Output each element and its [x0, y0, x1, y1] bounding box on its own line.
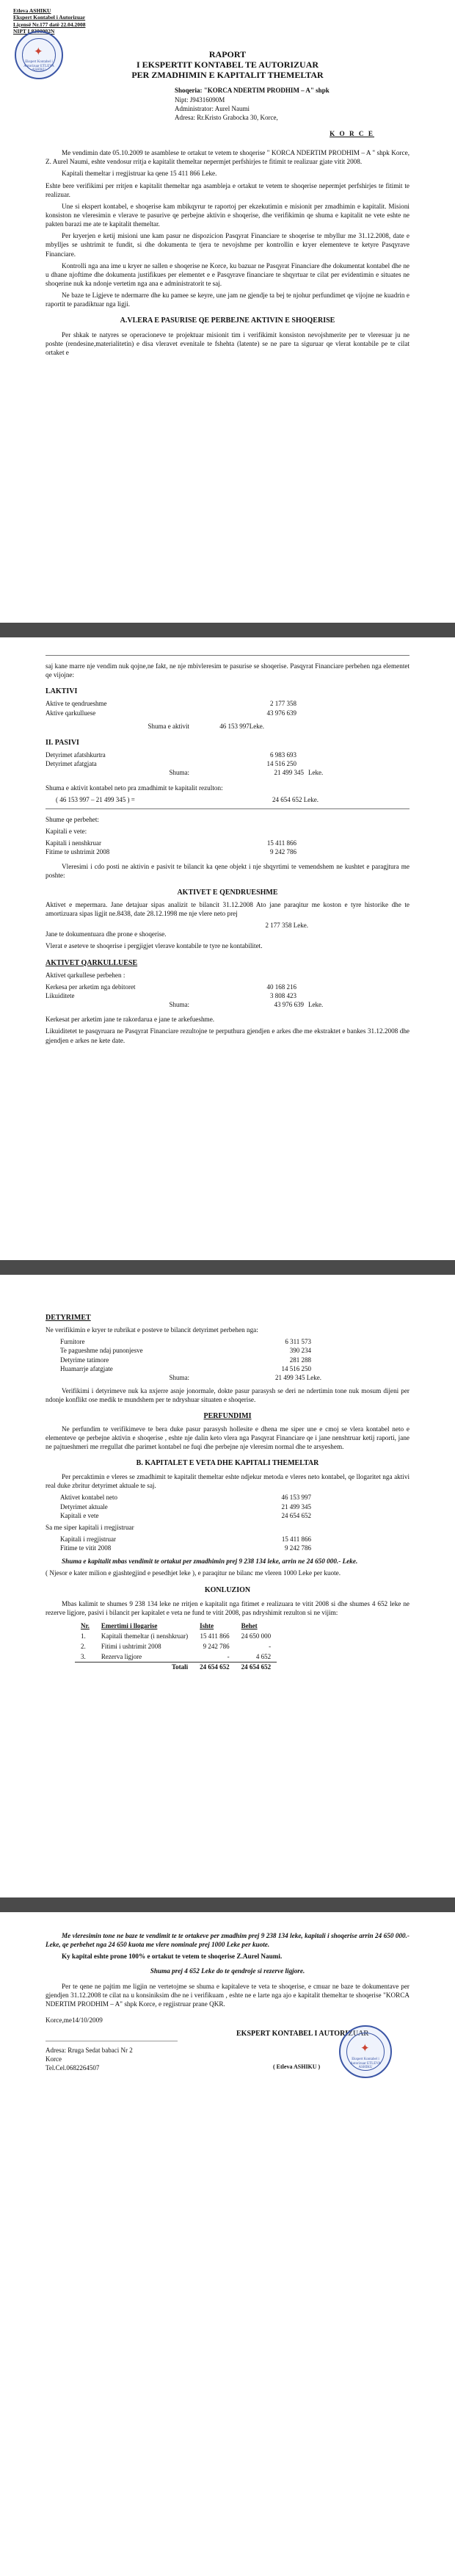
neto-row — [46, 795, 410, 804]
page-4 — [0, 1912, 455, 2576]
company-nipt: Nipt: J94316090M — [175, 95, 225, 104]
paragraph: Per kryerjen e ketij misioni une kam pasur ne dispozicion Pasqyrat Financiare te shoqerise te mbyllur me 31.12.2008, date e mbylljes se ushtrimit te fundit, si dhe dokumenta te tjera te nevojshme per kontrollin e kryer elementeve te ketyre Pasqyrave Financiare. — [46, 232, 410, 258]
signature-title: EKSPERT KONTABEL I AUTORIZUAR — [236, 2030, 369, 2038]
row-value: 21 499 345 — [281, 1502, 311, 1510]
row-label: Fitime te ushtrimit 2008 — [46, 848, 110, 856]
table-row — [75, 1642, 277, 1652]
b-sum-row — [46, 1544, 410, 1552]
row-value: 6 983 693 — [270, 751, 296, 759]
section-heading: DETYRIMET — [46, 1314, 91, 1322]
official-stamp — [15, 31, 63, 79]
row-value: 46 153 997 — [281, 1494, 311, 1502]
table-cell: Rezerva ligjore — [101, 1652, 142, 1660]
capital-row — [46, 839, 410, 847]
b-row — [46, 1511, 410, 1520]
table-header: Nr. — [81, 1621, 90, 1629]
eagle-emblem-icon: ✦ — [34, 46, 43, 58]
stamp-text: Ekspert Kontabel i Autorizuar ETLEVA ASHIKU — [23, 60, 54, 72]
section-heading: AKTIVET QARKULLUESE — [46, 958, 138, 967]
row-label: Kapitali i nenshkruar — [46, 839, 101, 847]
paragraph: Kerkesat per arketim jane te rakordarua e jane te arkefueshme. — [46, 1016, 215, 1024]
aktivi-row — [46, 699, 410, 708]
paragraph: Shuma e kapitalit mbas vendimit te ortakut per zmadhimin prej 9 238 134 leke, arrin ne 24 650 000.- Leke. — [62, 1557, 358, 1566]
table-cell: 9 242 786 — [203, 1642, 230, 1650]
paragraph: Une si ekspert kontabel, e shoqerise kam mbikqyrur te raportoj per ekzekutimin e misionit per zmadhimin e kapitalit. Misioni konsiston ne vleresimin e vlerave te pasurive qe perbejne aktivin e shoqerise, dhe verifikimin qe shuma e kapitalit ne vete eshte ne pakten barazi me ate te kapitalit themeltar. — [46, 202, 410, 228]
page-3 — [0, 1275, 455, 1897]
page-2 — [0, 637, 455, 1260]
row-label: Te pagueshme ndaj punonjesve — [60, 1347, 143, 1355]
paragraph: Kontrolli nga ana ime u kryer ne sallen e shoqerise ne Korce, ku bazuar ne Pasqyrat Financiare dhe dokumentat kontabel dhe ne u dhane njoftime dhe dokumenta justifikues per elementet e e Pasqyrave financiare te shqyrtuar te cilat per evidentimin e situates ne shoqerine nuk ka ndonje vertetim nga ana e administratorit te saj. — [46, 261, 410, 287]
paragraph: Vlerat e aseteve te shoqerise i pergjigjet vlerave kontabile te tyre ne kontabilitet. — [46, 942, 263, 950]
table-cell: 3. — [81, 1652, 86, 1660]
table-header: Ishte — [200, 1621, 214, 1629]
row-value: 14 516 250 — [281, 1364, 311, 1372]
paragraph: Likuiditetet te pasqyruara ne Pasqyrat Financiare rezultojne te perputhura gjendjen e arkes dhe me ekstraktet e bankes 31.12.2008 dhe gjendjen e arkes ne kete date. — [46, 1027, 410, 1044]
paragraph: Me vendimin date 05.10.2009 te asamblese te ortakut te vetem te shoqerise " KORCA NDERTIM PRODHIM – A " shpk Korce, Z. Aurel Naumi, eshte vendosur rritja e kapitalit themeltar nepermjet perfshirjes te fitimit te realizuar gjate vitit 2008. — [46, 149, 410, 166]
row-value: 390 234 — [289, 1347, 311, 1355]
row-value: 2 177 358 Leke. — [265, 922, 308, 930]
contact-address — [46, 2041, 178, 2072]
capital-row — [46, 847, 410, 856]
row-value: 14 516 250 — [266, 760, 296, 768]
paragraph: Shuma e aktivit kontabel neto pra zmadhimit te kapitalit rezulton: — [46, 784, 223, 792]
s3-row — [46, 983, 410, 991]
aktivi-row — [46, 709, 410, 717]
row-value: 2 177 358 — [270, 700, 296, 708]
section-heading: A.VLERA E PASURISE QE PERBEJNE AKTIVIN E SHOQERISE — [120, 316, 335, 325]
pasivi-sum-row — [46, 768, 410, 777]
report-title: RAPORT — [208, 49, 247, 59]
row-value: 281 288 — [289, 1356, 311, 1364]
row-label: Likuiditete — [46, 991, 75, 999]
row-value: 3 808 423 — [270, 991, 296, 999]
paragraph: Mbas kalimit te shumes 9 238 134 leke ne rritjen e kapitalit nga fitimet e realizuara te vitit 2008 si dhe shumes 4 652 leke ne rezerve ligjore, pasivi i bilancit per kapitalet e veta ne fund te vitit 2008, pas ndryshimit rezulton si ne vijim: — [46, 1599, 410, 1616]
table-cell: 24 650 000 — [241, 1632, 272, 1640]
paragraph: Kapitali e vete: — [46, 827, 87, 835]
city-heading: K O R C E — [330, 129, 374, 137]
paragraph: Per te qene ne pajtim me ligjin ne vertetojme se shuma e kapitaleve te veta te shoqerise, e cmuar ne baze te dokumentave per gjendjen 31.12.2008 te cilat na u konsiniksim dhe ne i verifikuam , eshte ne e larte nga ajo e kapitalit themeltar te shoqerise "KORCA NDERTIM PRODHIM – A" shpk Korce, e regjistruar prane QKR. — [46, 1982, 410, 2008]
expert-license: Liçensë Nr.177 datë 22.04.2008 — [13, 21, 86, 28]
pasivi-row — [46, 750, 410, 759]
row-value: 24 654 652 — [281, 1511, 311, 1519]
neto-formula: ( 46 153 997 – 21 499 345 ) = — [56, 795, 135, 803]
company-info — [46, 86, 410, 122]
table-header: Behet — [241, 1621, 258, 1629]
capital-table — [75, 1621, 277, 1673]
b-row — [46, 1493, 410, 1502]
table-row — [75, 1632, 277, 1642]
s2-value-row — [46, 921, 410, 930]
address-line: Adresa: Rruga Sedat babaci Nr 2 — [46, 2047, 133, 2055]
page-1 — [0, 0, 455, 623]
row-label: Aktive te qendrueshme — [46, 700, 107, 708]
row-label: Aktivet kontabel neto — [60, 1494, 117, 1502]
paragraph: Sa me siper kapitali i rregjistruar — [46, 1523, 134, 1531]
paragraph: Ne perfundim te verifikimeve te bera duke pasur parasysh hollesite e dhena me siper une e cmoj se vlera kontabel neto e elementeve qe perbejne aktivin e shoqerise , eshte nje dalin keto vlera nga Pasqyrat Financiare qe i jane nenshtruar ketij raporti, jane ne pajtueshmeri me rregullat dhe parimet kontabel ne fuqi dhe perbejne nje vleresim normal dhe te arsyeshem. — [46, 1425, 410, 1450]
det-row — [46, 1337, 410, 1346]
table-cell: Kapitali themeltar (i nenshkruar) — [101, 1632, 189, 1640]
address-city: Korce — [46, 2055, 62, 2063]
expert-header — [13, 7, 85, 35]
table-total-row — [75, 1663, 277, 1673]
report-subtitle-2: PER ZMADHIMIN E KAPITALIT THEMELTAR — [131, 69, 324, 80]
paragraph: Aktivet e mepermara. Jane detajuar sipas analizit te bilancit 31.12.2008 Ato jane paraqitur me koston e tyre historike dhe te amortizuara sipas ligjit ne.8438, date 28.12.1998 me nje vlere neto prej — [46, 900, 410, 917]
pasivi-heading: II. PASIVI — [46, 738, 79, 747]
paragraph: saj kane marre nje vendim nuk qojne,ne fakt, ne nje mbivleresim te pasurise se shoqerise. Pasqyrat Financiare perbehen nga elementet qe vijojne: — [46, 662, 410, 679]
divider — [46, 808, 410, 809]
paragraph: Shuma prej 4 652 Leke do te qendroje si rezerve ligjore. — [150, 1967, 305, 1975]
det-row — [46, 1364, 410, 1373]
company-address: Adresa: Rr.Kristo Grabocka 30, Korce, — [175, 113, 278, 121]
place-date: Korce,me14/10/2009 — [46, 2016, 103, 2024]
row-value: 46 153 997Leke. — [219, 722, 264, 730]
expert-nipt: NIPT L8300002N — [13, 28, 55, 35]
paragraph: Ne verifikimin e kryer te rubrikat e posteve te bilancit detyrimet perbehen nga: — [46, 1326, 258, 1334]
row-unit: Leke. — [308, 769, 324, 777]
report-subtitle-1: I EKSPERTIT KONTABEL TE AUTORIZUAR — [136, 59, 319, 70]
row-value: 9 242 786 — [285, 1544, 311, 1552]
paragraph: Jane te dokumentuara dhe prone e shoqerise. — [46, 930, 167, 938]
section-heading: B. KAPITALET E VETA DHE KAPITALI THEMELTAR — [136, 1458, 319, 1467]
row-label: Detyrimet afatgjata — [46, 760, 97, 768]
company-admin: Administrator: Aurel Naumi — [175, 104, 250, 112]
paragraph: Me vleresimin tone ne baze te vendimit te te ortakeve per zmadhim prej 9 238 134 leke, kapitali i shoqerise arrin 24 650 000.- Leke, qe perbehet nga 24 650 kuota me vlere nominale prej 1000 Leke per kuote. — [46, 1932, 410, 1949]
det-sum-row — [46, 1373, 410, 1382]
row-label: Shuma: — [169, 1001, 189, 1009]
expert-name: Etleva ASHIKU — [13, 7, 51, 14]
row-label: Kerkesa per arketim nga debitoret — [46, 983, 136, 991]
row-label: Kapitali i rregjistruar — [60, 1535, 116, 1543]
table-cell: Totali — [95, 1663, 194, 1673]
table-row — [75, 1652, 277, 1663]
row-value: 9 242 786 — [270, 848, 296, 856]
paragraph: Per percaktimin e vleres se zmadhimit te kapitalit themeltar eshte ndjekur metoda e vleres neto kontabel, qe llogaritet nga aktivi real duke zbritur detyrimet aktuale te saj. — [46, 1473, 410, 1490]
aktivi-heading: LAKTIVI — [46, 687, 78, 696]
paragraph: Ne baze te Ligjeve te ndermarre dhe ku pamee se keyre, une jam ne gjendje ta bej te njohur perfundimet qe vijojne ne kuadrin e raportit te paradiktuar nga ligji. — [46, 292, 410, 308]
row-value: 43 976 639 — [274, 1001, 304, 1009]
table-cell: 24 654 652 — [194, 1663, 236, 1673]
paragraph: Eshte bere verifikimi per rritjen e kapitalit themeltar nga asambleja e ortakut te vetem te shoqerise nepermjet perfshirjes te fitimit te realizuar. — [46, 181, 410, 198]
table-cell: - — [269, 1642, 272, 1650]
table-cell: 15 411 866 — [200, 1632, 230, 1640]
table-cell: 4 652 — [255, 1652, 272, 1660]
paragraph: Per shkak te natyres se operacioneve te projektuar misionit tim i verifikimit konsiston nevojshmerite per te vleresuar ju ne poshte (rendesine,materialitetin) e disa vleravet evenitale te fshehta (latente) se ne pare ta siguruar qe vlerat kontabile pe te cilat ortaket e — [46, 330, 410, 356]
row-label: Huamarrje afatgjate — [60, 1364, 113, 1372]
row-label: Kapitali e vete — [60, 1511, 99, 1519]
paragraph: Ky kapital eshte prone 100% e ortakut te vetem te shoqerise Z.Aurel Naumi. — [62, 1953, 283, 1961]
det-row — [46, 1356, 410, 1364]
row-label: Fitime te vitit 2008 — [60, 1544, 112, 1552]
row-unit: Leke. — [308, 1001, 324, 1009]
row-label: Shuma e aktivit — [148, 722, 189, 730]
paragraph: Shume qe perbehet: — [46, 815, 99, 823]
section-heading: AKTIVET E QENDRUESHME — [177, 888, 278, 897]
row-label: Aktive qarkulluese — [46, 709, 96, 717]
b-sum-row — [46, 1535, 410, 1544]
aktivi-sum-row — [46, 722, 410, 731]
paragraph: Aktivet qarkullese perbehen : — [46, 971, 125, 979]
table-cell: 1. — [81, 1632, 86, 1640]
s3-row — [46, 991, 410, 1000]
table-cell: Fitimi i ushtrimit 2008 — [101, 1642, 161, 1650]
row-value: 21 499 345 — [274, 769, 304, 777]
row-label: Shuma: — [169, 769, 189, 777]
table-header-row — [75, 1621, 277, 1632]
det-row — [46, 1346, 410, 1355]
expert-title: Ekspert Kontabel i Autorizuar — [13, 14, 86, 21]
signature-stamp — [339, 2025, 392, 2078]
table-header: Emertimi i llogarise — [101, 1621, 158, 1629]
table-cell: 2. — [81, 1642, 86, 1650]
row-label: Shuma: — [169, 1373, 189, 1381]
row-value: 21 499 345 Leke. — [275, 1373, 321, 1381]
row-value: 15 411 866 — [266, 839, 296, 847]
row-value: 43 976 639 — [266, 709, 296, 717]
table-cell — [75, 1663, 95, 1673]
company-name: Shoqeria: "KORCA NDERTIM PRODHIM – A" shpk — [175, 87, 330, 95]
row-label: Detyrimet afatshkurtra — [46, 751, 106, 759]
row-label: Detyrime tatimore — [60, 1356, 109, 1364]
paragraph: Verifikimi i detyrimeve nuk ka nxjerre asnje jonormale, dokte pasur parasysh se deri ne ndertimin tone nuk mosum dijeni per ndonje konflikt ose medik te mundshem per te ndryshuar situaten e shoqerise. — [46, 1387, 410, 1404]
signature-name: ( Etleva ASHIKU ) — [273, 2063, 321, 2070]
row-value: 40 168 216 — [266, 983, 296, 991]
table-cell: 24 654 652 — [236, 1663, 277, 1673]
eagle-emblem-icon: ✦ — [360, 2043, 370, 2055]
b-row — [46, 1502, 410, 1511]
row-value: 6 311 573 — [285, 1338, 311, 1346]
address-phone: Tel.Cel.0682264507 — [46, 2064, 100, 2072]
pasivi-row — [46, 759, 410, 768]
stamp-text: Ekspert Kontabel i Autorizuar ETLEVA ASHIKU — [350, 2058, 381, 2069]
paragraph: Vleresimi i cdo posti ne aktivin e pasivit te bilancit ka qene objekt i nje shqyrtimi te vemendshem ne kushtet e paragjtura me poshte: — [46, 863, 410, 880]
neto-value: 24 654 652 Leke. — [272, 795, 318, 803]
table-cell: - — [227, 1652, 230, 1660]
row-value: 15 411 866 — [281, 1535, 311, 1543]
paragraph: ( Njesor e kater milion e gjashtegjind e pesedhjet leke ), e paraqitur ne bilanc me vleren 1000 Leke per kuote. — [46, 1569, 341, 1577]
section-heading: KONLUZION — [204, 1585, 251, 1594]
section-heading: PERFUNDIMI — [203, 1412, 252, 1421]
paragraph: Kapitali themeltar i rregjistruar ka qene 15 411 866 Leke. — [62, 170, 217, 178]
row-label: Furnitore — [60, 1338, 85, 1346]
row-label: Detyrimet aktuale — [60, 1502, 108, 1510]
page-divider — [46, 655, 410, 656]
s3-sum-row — [46, 1000, 410, 1009]
